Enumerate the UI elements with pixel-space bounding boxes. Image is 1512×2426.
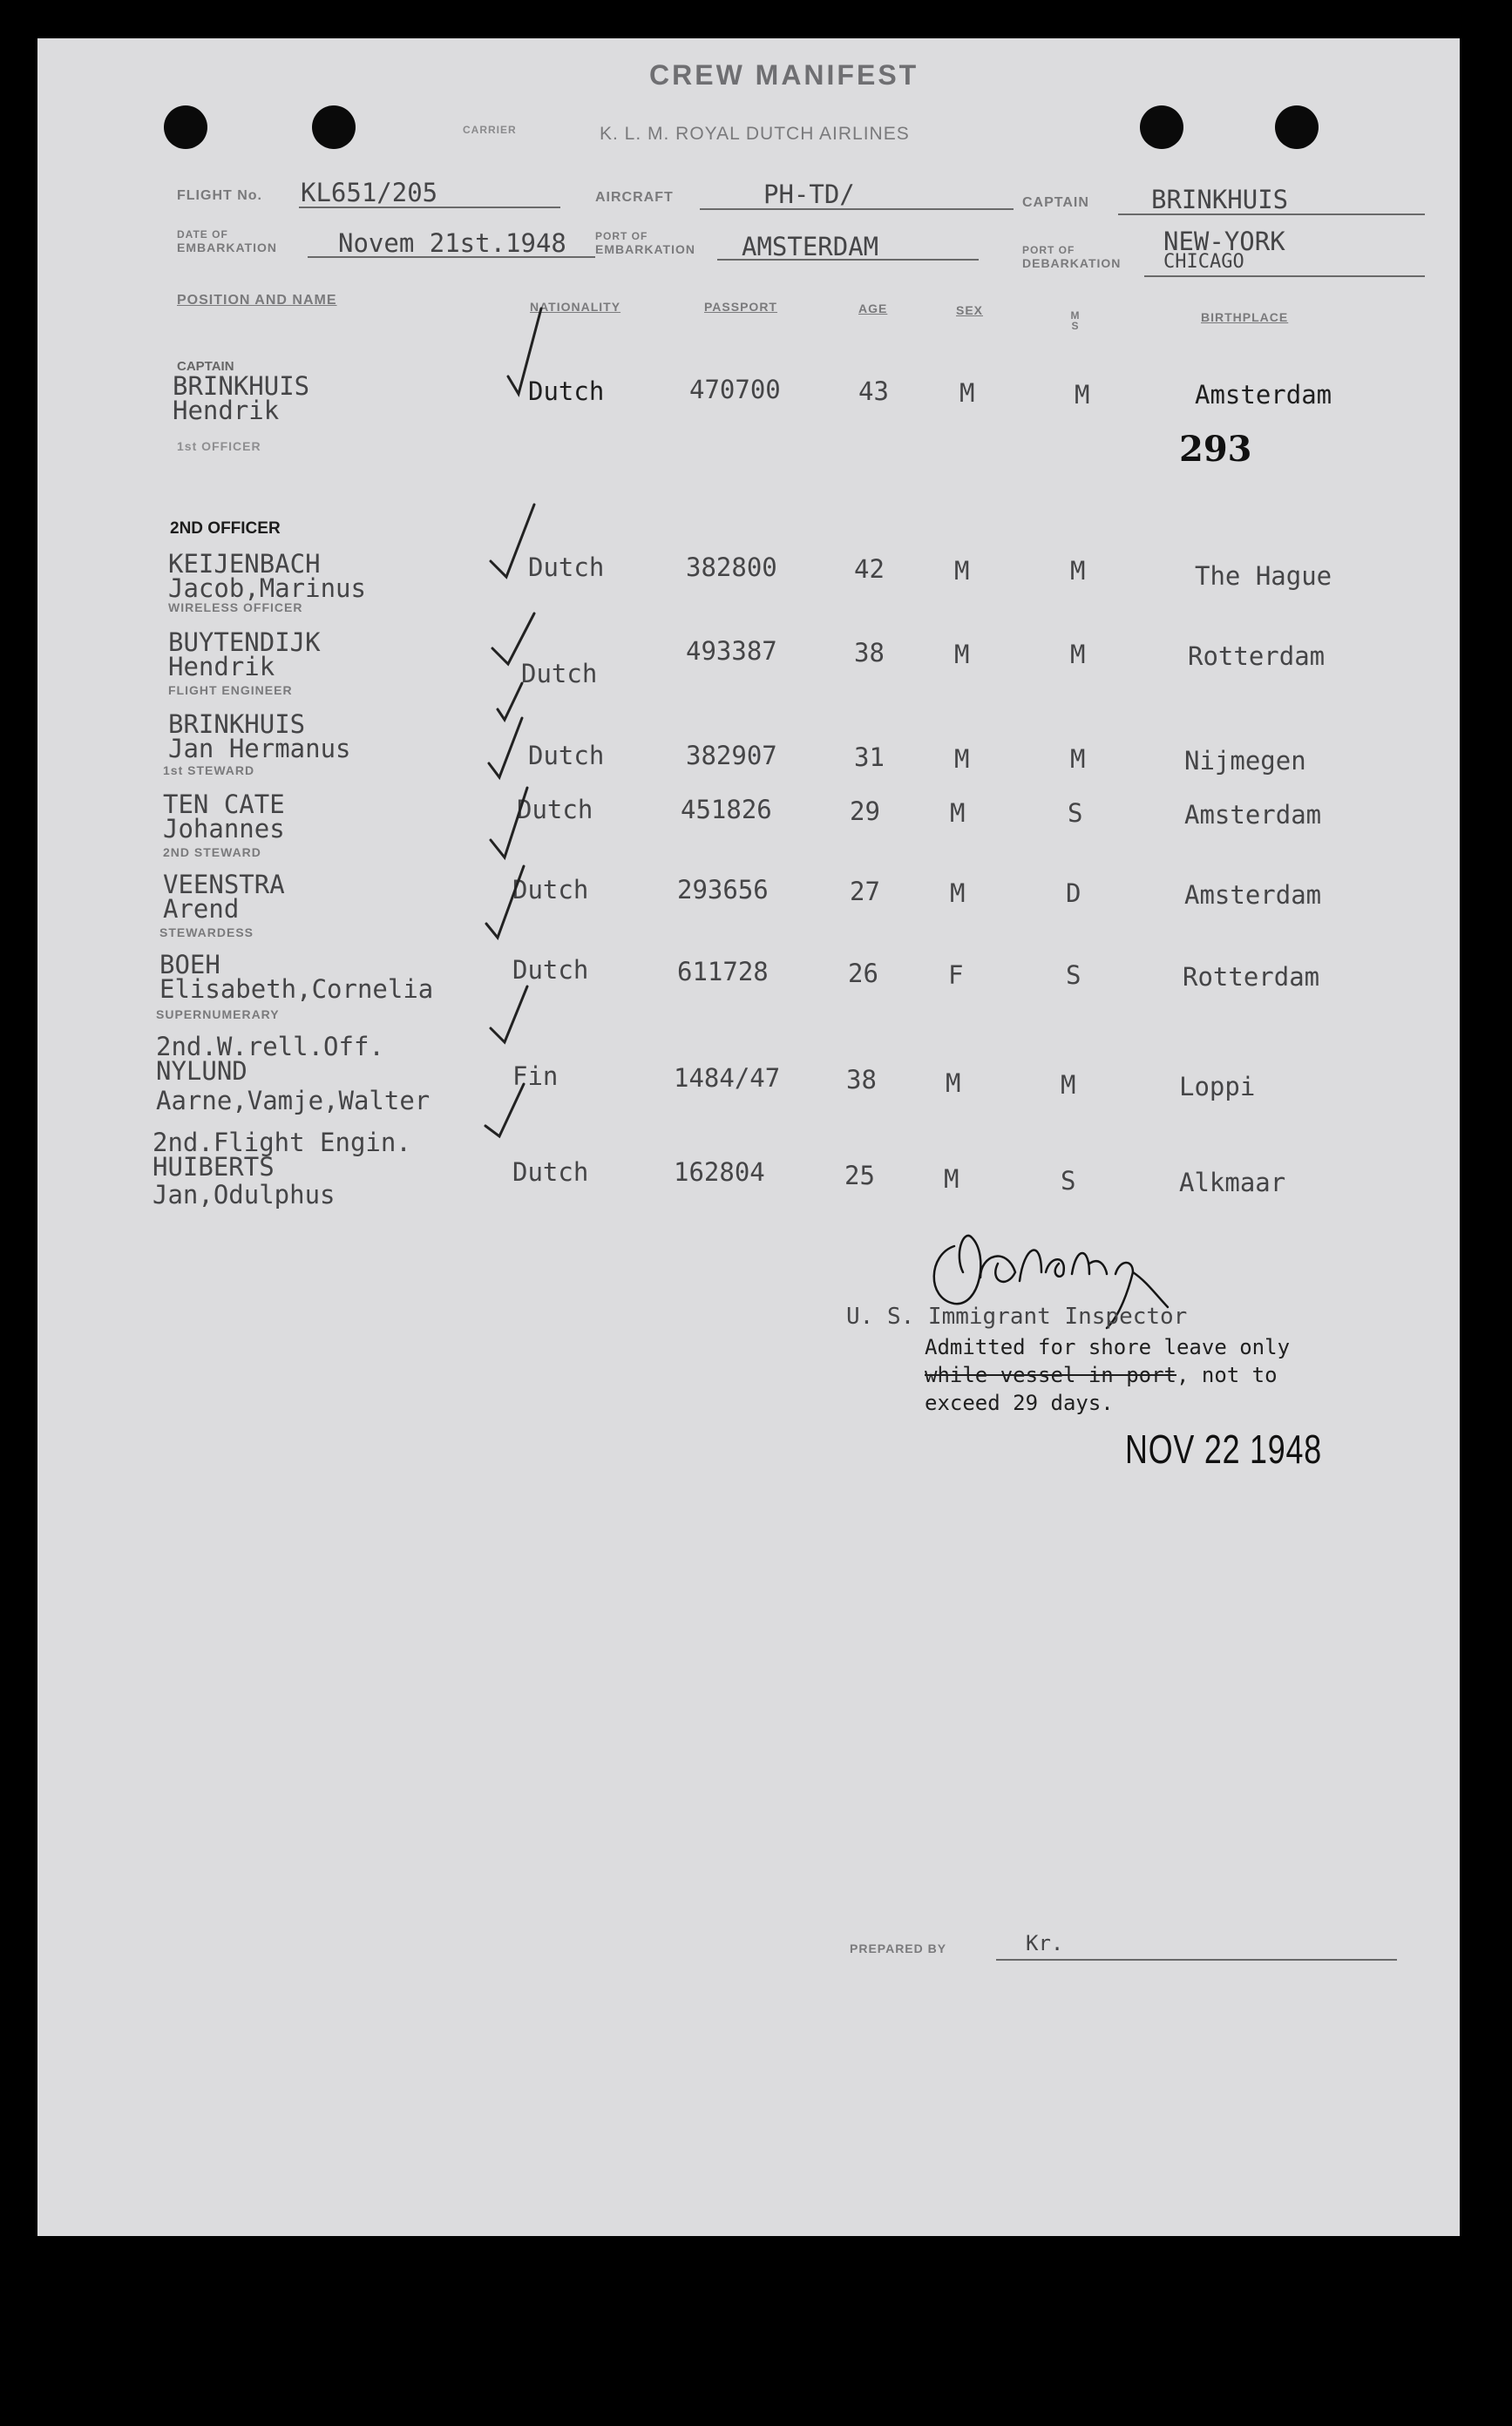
row-6-given: Elisabeth,Cornelia [159,974,434,1004]
row-4-age: 29 [850,796,880,826]
port-debark-label-1: PORT OF [1022,244,1075,256]
row-8-age: 25 [844,1161,875,1190]
admission-line-2 [925,1363,1278,1387]
carrier-value: K. L. M. ROYAL DUTCH AIRLINES [600,124,910,144]
admission-line-1: Admitted for shore leave only [925,1335,1291,1359]
row-1-passport: 382800 [686,552,777,582]
row-7-age: 38 [846,1065,877,1094]
captain-label: CAPTAIN [1022,195,1089,210]
row-3-nationality: Dutch [528,741,605,770]
row-2-age: 38 [854,638,885,667]
col-position: POSITION AND NAME [177,293,337,308]
date-stamp: NOV 22 1948 [1125,1426,1323,1472]
row-3-passport: 382907 [686,741,777,770]
row-5-sex: M [950,878,966,908]
row-8-given: Jan,Odulphus [153,1180,336,1210]
port-embark-label-2: EMBARKATION [595,242,695,256]
embark-date-value: Novem 21st.1948 [338,228,566,258]
row-5-marital: D [1066,878,1081,908]
row-5-passport: 293656 [677,875,769,905]
row-6-age: 26 [848,959,878,988]
row-3-marital: M [1070,744,1086,774]
flight-label: FLIGHT No. [177,188,262,203]
row-7-role: 2nd.W.rell.Off. [156,1032,384,1061]
row-7-surname: NYLUND [156,1056,247,1086]
row-8-nationality: Dutch [512,1157,589,1187]
aircraft-label: AIRCRAFT [595,190,674,205]
checkmark-column [473,300,560,1241]
first-officer-label: 1st OFFICER [177,439,261,453]
row-8-marital: S [1061,1166,1076,1196]
flight-value: KL651/205 [301,178,438,207]
manifest-sheet [37,38,1460,2236]
port-debark-value-2: CHICAGO [1163,251,1244,273]
row-1-position: 2ND OFFICER [170,519,281,538]
col-marital: M S [1070,309,1081,332]
row-4-passport: 451826 [681,795,772,824]
row-1-surname: KEIJENBACH [168,549,321,579]
row-7-given: Aarne,Vamje,Walter [156,1086,431,1115]
row-3-position: FLIGHT ENGINEER [168,683,293,697]
row-3-birthplace: Nijmegen [1184,746,1306,776]
row-3-given: Jan Hermanus [168,734,351,763]
row-4-marital: S [1068,798,1083,828]
row-8-role: 2nd.Flight Engin. [153,1128,411,1157]
col-passport: PASSPORT [704,300,777,314]
punch-hole-right-2 [1275,105,1319,149]
row-5-nationality: Dutch [512,875,589,905]
flight-rule [299,207,560,208]
row-7-position: SUPERNUMERARY [156,1007,280,1021]
row-8-passport: 162804 [674,1157,765,1187]
row-1-marital: M [1070,556,1086,586]
row-7-marital: M [1061,1070,1076,1100]
row-6-marital: S [1066,960,1081,990]
row-6-surname: BOEH [159,950,220,979]
carrier-label: CARRIER [463,124,517,136]
embark-date-rule [308,256,595,258]
row-5-age: 27 [850,877,880,906]
row-6-birthplace: Rotterdam [1183,962,1320,992]
port-debark-rule [1144,275,1425,277]
row-7-sex: M [946,1068,961,1098]
punch-hole-left-1 [164,105,207,149]
row-5-position: 2ND STEWARD [163,845,261,859]
row-1-age: 42 [854,554,885,584]
embark-date-label-2: EMBARKATION [177,241,277,254]
row-5-surname: VEENSTRA [163,870,285,899]
row-2-marital: M [1070,640,1086,669]
row-8-sex: M [944,1164,959,1194]
row-2-passport: 493387 [686,636,777,666]
row-4-surname: TEN CATE [163,789,285,819]
row-6-position: STEWARDESS [159,925,254,939]
row-7-birthplace: Loppi [1179,1072,1256,1101]
row-7-nationality: Fin [512,1061,559,1091]
row-5-birthplace: Amsterdam [1184,880,1322,910]
punch-hole-left-2 [312,105,356,149]
row-3-sex: M [954,744,970,774]
row-4-sex: M [950,798,966,828]
row-0-birthplace: Amsterdam [1195,380,1332,410]
col-birthplace: BIRTHPLACE [1201,310,1289,324]
row-4-position: 1st STEWARD [163,763,255,777]
row-6-passport: 611728 [677,957,769,986]
row-2-position: WIRELESS OFFICER [168,600,303,614]
row-2-nationality: Dutch [521,659,598,688]
row-2-birthplace: Rotterdam [1188,641,1326,671]
row-3-age: 31 [854,742,885,772]
captain-rule [1118,213,1425,215]
row-3-surname: BRINKHUIS [168,709,306,739]
port-embark-value: AMSTERDAM [742,232,879,261]
row-4-nationality: Dutch [517,795,593,824]
row-0-passport: 470700 [689,375,781,404]
admission-line-3: exceed 29 days. [925,1391,1114,1415]
prepared-by-rule [996,1959,1397,1961]
prepared-by-label: PREPARED BY [850,1941,947,1955]
row-2-surname: BUYTENDIJK [168,627,321,657]
col-age: AGE [858,302,888,315]
row-8-birthplace: Alkmaar [1179,1168,1286,1197]
row-8-surname: HUIBERTS [153,1152,275,1182]
port-embark-label-1: PORT OF [595,230,648,242]
row-1-nationality: Dutch [528,552,605,582]
port-debark-value-1: NEW-YORK [1163,227,1285,256]
row-1-given: Jacob,Marinus [168,573,366,603]
admission-line-2-rest: , not to [1176,1363,1278,1387]
punch-hole-right-1 [1140,105,1183,149]
row-4-given: Johannes [163,814,285,844]
admission-struck-text: while vessel in port [925,1363,1176,1387]
port-embark-rule [717,259,979,261]
row-2-given: Hendrik [168,652,275,681]
row-7-passport: 1484/47 [674,1063,781,1093]
row-5-given: Arend [163,894,240,924]
document-title: CREW MANIFEST [649,59,919,91]
captain-value: BRINKHUIS [1151,185,1289,214]
row-0-nationality: Dutch [528,376,605,406]
row-0-age: 43 [858,376,889,406]
row-1-birthplace: The Hague [1195,561,1332,591]
handwritten-page-number: 293 [1179,429,1252,470]
aircraft-value: PH-TD/ [763,180,855,209]
port-debark-label-2: DEBARKATION [1022,256,1122,270]
inspector-title: U. S. Immigrant Inspector [846,1304,1188,1330]
row-1-sex: M [954,556,970,586]
row-6-sex: F [948,960,964,990]
embark-date-label-1: DATE OF [177,228,228,241]
row-0-marital: M [1075,380,1090,410]
row-4-birthplace: Amsterdam [1184,800,1322,830]
row-2-sex: M [954,640,970,669]
row-0-surname: BRINKHUIS [173,371,310,401]
aircraft-rule [700,208,1014,210]
row-6-nationality: Dutch [512,955,589,985]
prepared-by-value: Kr. [1026,1931,1064,1955]
row-0-position: CAPTAIN [177,359,234,374]
row-0-given: Hendrik [173,396,280,425]
col-sex: SEX [956,303,984,317]
row-0-sex: M [959,378,975,408]
col-nationality: NATIONALITY [530,300,621,314]
